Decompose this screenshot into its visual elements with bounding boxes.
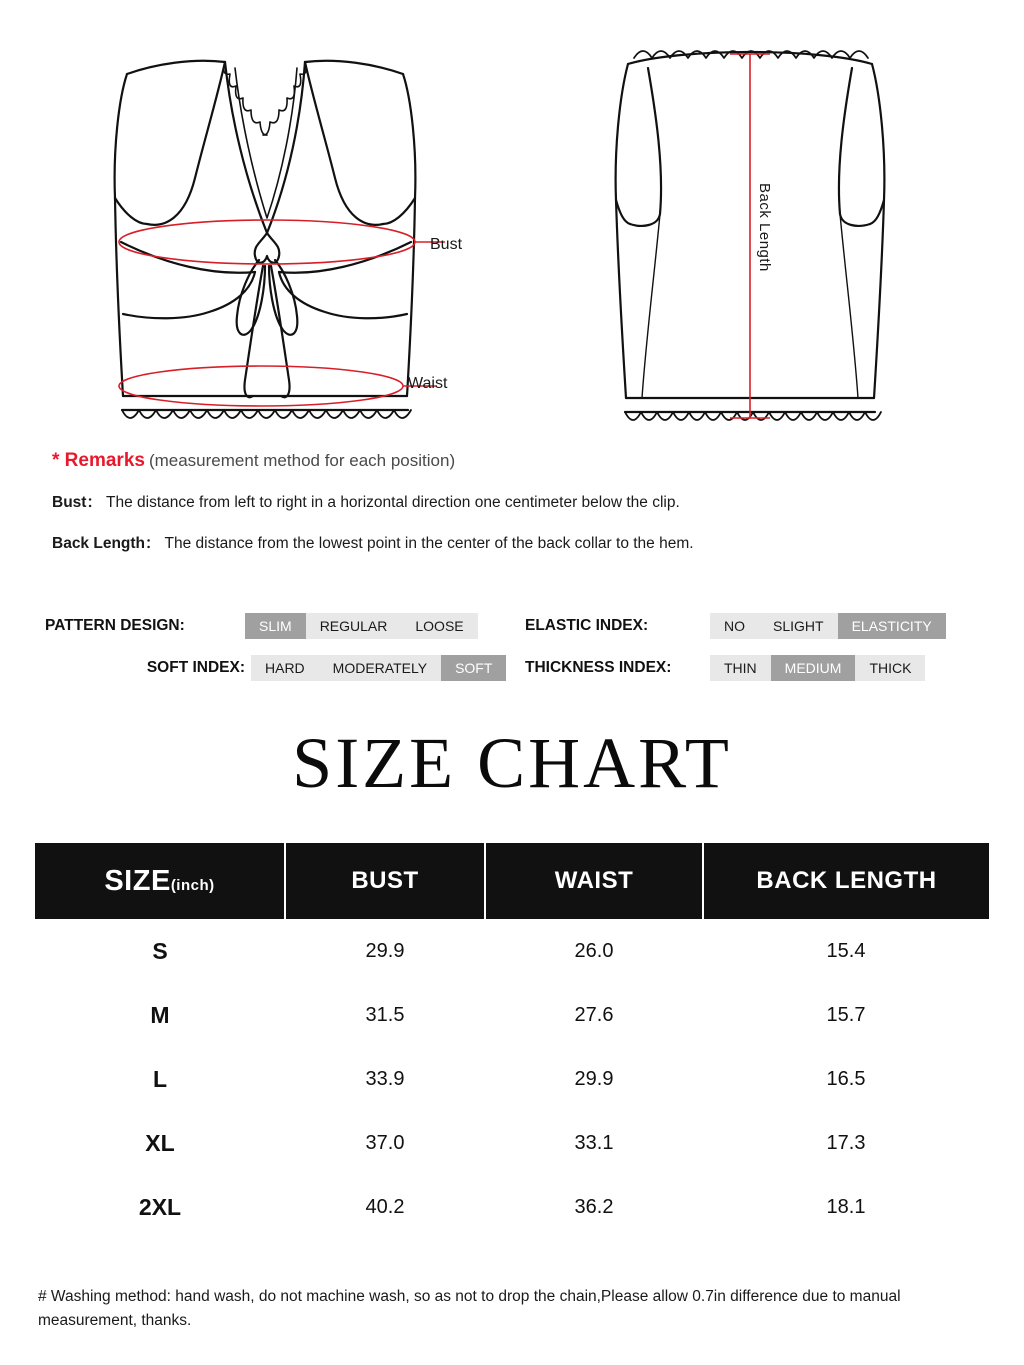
remark-back-length-text: The distance from the lowest point in the center of the back collar to the hem.	[164, 535, 694, 553]
thickness-index-options	[710, 655, 925, 681]
table-row	[35, 1111, 989, 1175]
cell-waist: 33.1	[485, 1111, 703, 1175]
remarks-section	[52, 450, 982, 554]
label-bust: Bust	[430, 236, 463, 253]
elastic-index-label: ELASTIC INDEX:	[525, 617, 649, 634]
cell-back-length: 18.1	[703, 1175, 989, 1239]
label-waist: Waist	[408, 375, 448, 392]
garment-diagrams	[0, 18, 1024, 428]
cell-size: 2XL	[35, 1175, 285, 1239]
header-back-length: BACK LENGTH	[703, 843, 989, 919]
thickness-index-option-thick[interactable]: THICK	[855, 655, 925, 681]
elastic-index-group	[525, 613, 985, 639]
header-size-main: SIZE	[104, 864, 171, 897]
soft-index-option-moderately[interactable]: MODERATELY	[319, 655, 441, 681]
remark-bust-text: The distance from left to right in a horizontal direction one centimeter below the clip.	[105, 494, 680, 511]
cell-size: M	[35, 983, 285, 1047]
soft-index-label: SOFT INDEX:	[146, 659, 245, 676]
remark-bust-key: Bust：	[52, 494, 102, 511]
cell-bust: 40.2	[285, 1175, 485, 1239]
cell-waist: 27.6	[485, 983, 703, 1047]
soft-index-group	[45, 655, 525, 681]
size-chart-title: SIZE CHART	[292, 723, 732, 803]
soft-index-option-soft[interactable]: SOFT	[441, 655, 506, 681]
remark-back-length	[52, 534, 982, 554]
pattern-design-option-regular[interactable]: REGULAR	[306, 613, 402, 639]
thickness-index-group	[525, 655, 985, 681]
header-waist: WAIST	[485, 843, 703, 919]
cell-waist: 36.2	[485, 1175, 703, 1239]
soft-index-option-hard[interactable]: HARD	[251, 655, 319, 681]
cell-bust: 29.9	[285, 919, 485, 983]
cell-bust: 31.5	[285, 983, 485, 1047]
front-view-illustration	[85, 28, 465, 428]
soft-index-options	[251, 655, 506, 681]
cell-back-length: 15.7	[703, 983, 989, 1047]
cell-back-length: 17.3	[703, 1111, 989, 1175]
label-back-length: Back Length	[756, 183, 773, 272]
remarks-subtitle: (measurement method for each position)	[148, 451, 456, 470]
remark-back-length-key: Back Length：	[52, 535, 161, 553]
cell-size: XL	[35, 1111, 285, 1175]
pattern-design-option-loose[interactable]: LOOSE	[401, 613, 477, 639]
elastic-index-option-no[interactable]: NO	[710, 613, 759, 639]
pattern-design-group	[45, 613, 525, 639]
cell-waist: 29.9	[485, 1047, 703, 1111]
table-row	[35, 919, 989, 983]
size-chart-table	[35, 843, 989, 1239]
remarks-heading	[52, 450, 982, 472]
table-row	[35, 1047, 989, 1111]
cell-bust: 33.9	[285, 1047, 485, 1111]
table-row	[35, 983, 989, 1047]
header-size-unit: (inch)	[170, 876, 215, 894]
washing-method-note: # Washing method: hand wash, do not machine wash, so as not to drop the chain,Please allow 0.7in difference due to manual measurement, thanks.	[38, 1288, 901, 1330]
back-view-illustration	[590, 28, 910, 428]
pattern-design-label: PATTERN DESIGN:	[45, 617, 185, 634]
pattern-design-option-slim[interactable]: SLIM	[245, 613, 306, 639]
cell-waist: 26.0	[485, 919, 703, 983]
table-header-row	[35, 843, 989, 919]
index-row-1	[45, 612, 985, 640]
cell-size: L	[35, 1047, 285, 1111]
header-bust: BUST	[285, 843, 485, 919]
thickness-index-option-thin[interactable]: THIN	[710, 655, 771, 681]
cell-back-length: 16.5	[703, 1047, 989, 1111]
elastic-index-option-elasticity[interactable]: ELASTICITY	[838, 613, 946, 639]
thickness-index-label: THICKNESS INDEX:	[525, 659, 672, 676]
header-size	[35, 843, 285, 919]
cell-back-length: 15.4	[703, 919, 989, 983]
index-section	[45, 612, 985, 696]
table-row	[35, 1175, 989, 1239]
elastic-index-option-slight[interactable]: SLIGHT	[759, 613, 838, 639]
thickness-index-option-medium[interactable]: MEDIUM	[771, 655, 856, 681]
remark-bust	[52, 493, 982, 513]
elastic-index-options	[710, 613, 946, 639]
index-row-2	[45, 654, 985, 682]
remarks-title: * Remarks	[52, 450, 145, 471]
cell-size: S	[35, 919, 285, 983]
cell-bust: 37.0	[285, 1111, 485, 1175]
pattern-design-options	[245, 613, 478, 639]
